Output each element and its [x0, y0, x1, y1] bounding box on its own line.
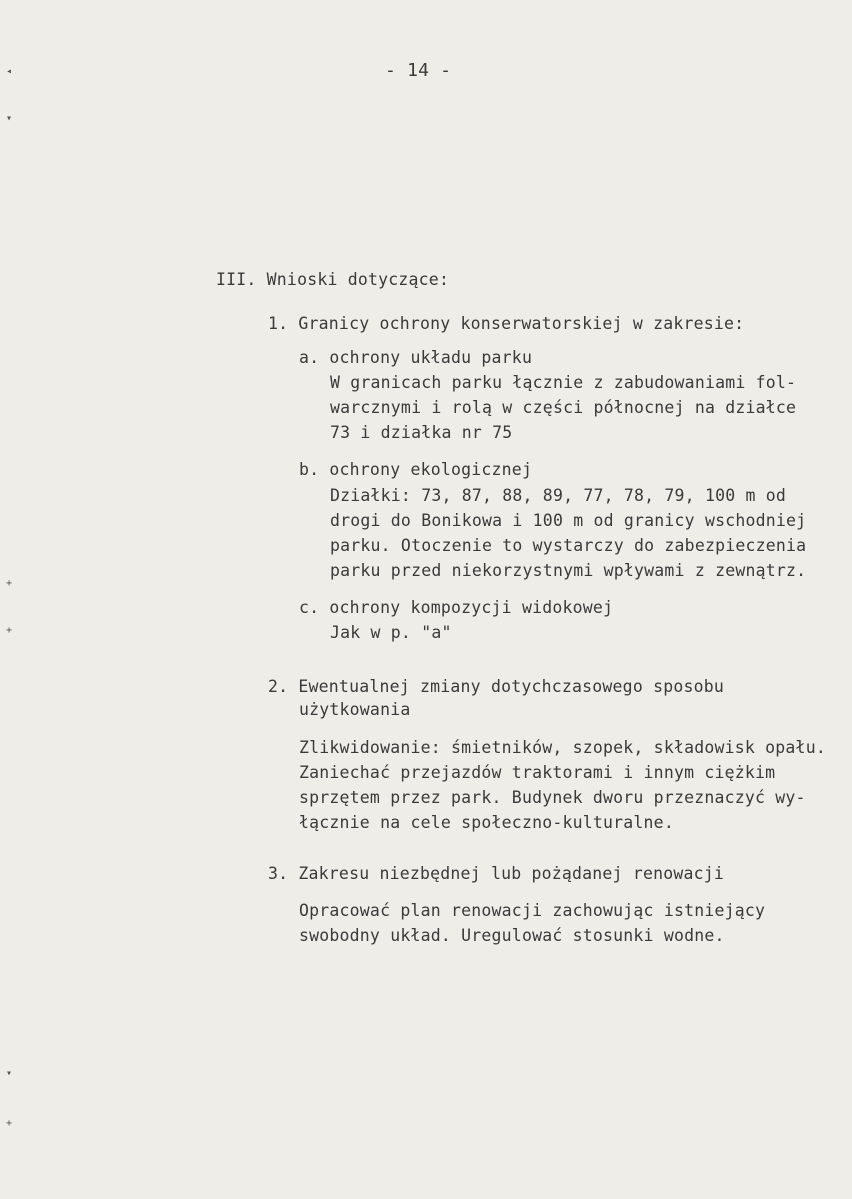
item-3-label: 3. Zakresu niezbędnej lub pożądanej renowacji [268, 864, 725, 883]
item-2-text: Zaniechać przejazdów traktorami i innym ciężkim [299, 763, 776, 782]
item-3-text: swobodny układ. Uregulować stosunki wodne. [299, 926, 725, 945]
margin-mark: ▾ [6, 1068, 13, 1079]
item-1b-label: b. ochrony ekologicznej [299, 460, 533, 479]
item-1a-text: W granicach parku łącznie z zabudowaniami fol- [330, 373, 797, 392]
item-2-text: sprzętem przez park. Budynek dworu przeznaczyć wy- [299, 788, 806, 807]
item-1b-text: parku. Otoczenie to wystarczy do zabezpieczenia [330, 536, 807, 555]
item-1b-text: Działki: 73, 87, 88, 89, 77, 78, 79, 100 m od [330, 486, 787, 505]
item-1b-text: parku przed niekorzystnymi wpływami z zewnątrz. [330, 561, 807, 580]
item-2-text: łącznie na cele społeczno-kulturalne. [299, 813, 674, 832]
item-2-text: Zlikwidowanie: śmietników, szopek, składowisk opału. [299, 738, 826, 757]
item-1b-text: drogi do Bonikowa i 100 m od granicy wschodniej [330, 511, 807, 530]
margin-mark: ▾ [6, 113, 13, 124]
item-2-label: użytkowania [299, 700, 411, 719]
margin-mark: + [6, 578, 13, 589]
page-number: - 14 - [385, 60, 452, 81]
item-1a-text: warcznymi i rolą w części północnej na działce [330, 398, 797, 417]
item-3-text: Opracować plan renowacji zachowując istniejący [299, 901, 766, 920]
margin-mark: ◂ [6, 66, 13, 77]
margin-mark: + [6, 1118, 13, 1129]
item-1c-text: Jak w p. "a" [330, 623, 452, 642]
margin-mark: + [6, 625, 13, 636]
item-1-label: 1. Granicy ochrony konserwatorskiej w zakresie: [268, 314, 745, 333]
item-2-label: 2. Ewentualnej zmiany dotychczasowego sposobu [268, 677, 725, 696]
item-1a-label: a. ochrony układu parku [299, 348, 533, 367]
section-heading: III. Wnioski dotyczące: [216, 270, 450, 289]
item-1a-text: 73 i działka nr 75 [330, 423, 513, 442]
item-1c-label: c. ochrony kompozycji widokowej [299, 598, 614, 617]
